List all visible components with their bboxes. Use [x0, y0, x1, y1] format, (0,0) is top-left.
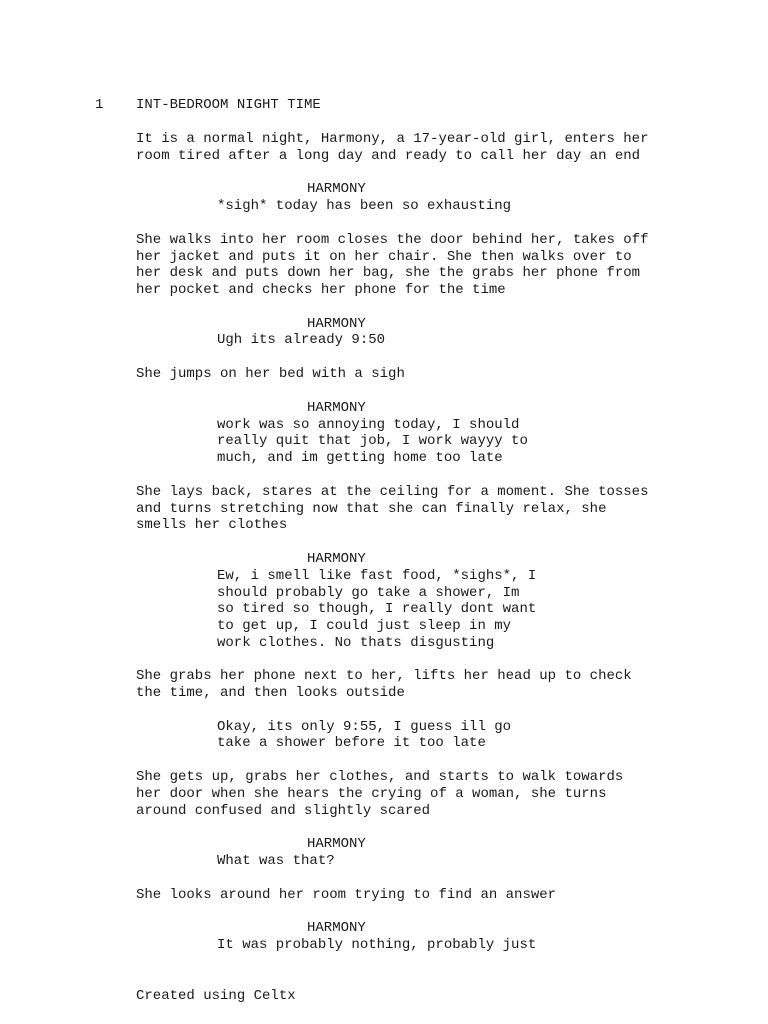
action-line: around confused and slightly scared	[136, 803, 431, 819]
dialogue-line: Ew, i smell like fast food, *sighs*, I	[217, 568, 537, 584]
dialogue-line: work was so annoying today, I should	[217, 417, 520, 433]
action-line: She jumps on her bed with a sigh	[136, 366, 405, 382]
scene-number: 1	[95, 97, 104, 113]
character-name: HARMONY	[307, 181, 366, 197]
action-line: her desk and puts down her bag, she the grabs her phone from	[136, 265, 641, 281]
action-line: her jacket and puts it on her chair. She then walks over to	[136, 249, 632, 265]
dialogue-line: Okay, its only 9:55, I guess ill go	[217, 719, 512, 735]
dialogue-line: work clothes. No thats disgusting	[217, 635, 495, 651]
dialogue-line: What was that?	[217, 853, 335, 869]
action-line: She grabs her phone next to her, lifts her head up to check	[136, 668, 632, 684]
character-name: HARMONY	[307, 551, 366, 567]
action-line: She gets up, grabs her clothes, and starts to walk towards	[136, 769, 624, 785]
action-line: her door when she hears the crying of a woman, she turns	[136, 786, 607, 802]
action-line: and turns stretching now that she can finally relax, she	[136, 501, 607, 517]
dialogue-line: much, and im getting home too late	[217, 450, 503, 466]
character-name: HARMONY	[307, 836, 366, 852]
action-line: room tired after a long day and ready to call her day an end	[136, 148, 641, 164]
action-line: smells her clothes	[136, 517, 288, 533]
dialogue-line: take a shower before it too late	[217, 735, 486, 751]
action-line: She walks into her room closes the door behind her, takes off	[136, 232, 649, 248]
dialogue-line: really quit that job, I work wayyy to	[217, 433, 528, 449]
action-line: It is a normal night, Harmony, a 17-year-old girl, enters her	[136, 131, 649, 147]
dialogue-line: should probably go take a shower, Im	[217, 585, 520, 601]
action-line: She lays back, stares at the ceiling for a moment. She tosses	[136, 484, 649, 500]
dialogue-line: so tired so though, I really dont want	[217, 601, 537, 617]
character-name: HARMONY	[307, 400, 366, 416]
action-line: the time, and then looks outside	[136, 685, 405, 701]
footer-credit: Created using Celtx	[136, 988, 296, 1004]
dialogue-line: It was probably nothing, probably just	[217, 937, 537, 953]
character-name: HARMONY	[307, 920, 366, 936]
dialogue-line: to get up, I could just sleep in my	[217, 618, 512, 634]
scene-heading: INT-BEDROOM NIGHT TIME	[136, 97, 321, 113]
action-line: She looks around her room trying to find an answer	[136, 887, 557, 903]
character-name: HARMONY	[307, 316, 366, 332]
dialogue-line: *sigh* today has been so exhausting	[217, 198, 512, 214]
dialogue-line: Ugh its already 9:50	[217, 332, 386, 348]
action-line: her pocket and checks her phone for the time	[136, 282, 506, 298]
